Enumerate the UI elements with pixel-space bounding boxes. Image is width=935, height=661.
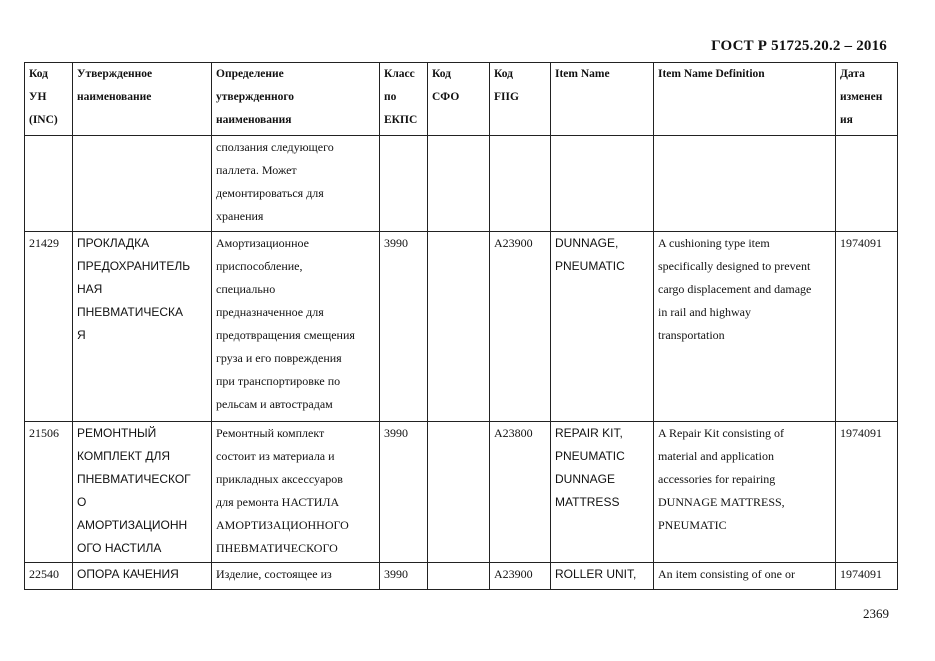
- table-row: [25, 232, 898, 422]
- cell-class: 3990: [380, 422, 428, 563]
- cell-inc: 21506: [25, 422, 73, 563]
- cell-item-name: ROLLER UNIT,: [551, 563, 654, 590]
- standard-header: ГОСТ Р 51725.20.2 – 2016: [711, 38, 887, 54]
- cell-item-name: DUNNAGE, PNEUMATIC: [551, 232, 654, 422]
- cell-fiig: A23900: [490, 563, 551, 590]
- cell-sfo: [428, 563, 490, 590]
- cell-item-definition: An item consisting of one or: [654, 563, 836, 590]
- cell-definition: Амортизационное приспособление, специально предназначенное для предотвращения смещения груза и его повреждения при транспортировке по рельсам и автострадам: [212, 232, 380, 422]
- col-header-class: Класс по ЕКПС: [380, 63, 428, 136]
- cell-approved-name: ОПОРА КАЧЕНИЯ: [73, 563, 212, 590]
- cell-item-definition: [654, 136, 836, 232]
- cell-approved-name: РЕМОНТНЫЙ КОМПЛЕКТ ДЛЯ ПНЕВМАТИЧЕСКОГ О АМОРТИЗАЦИОНН ОГО НАСТИЛА: [73, 422, 212, 563]
- cell-fiig: [490, 136, 551, 232]
- cell-date: 1974091: [836, 563, 898, 590]
- cell-fiig: A23900: [490, 232, 551, 422]
- cell-item-name: REPAIR KIT, PNEUMATIC DUNNAGE MATTRESS: [551, 422, 654, 563]
- cell-definition: сползания следующего паллета. Может демонтироваться для хранения: [212, 136, 380, 232]
- cell-item-name: [551, 136, 654, 232]
- table-row: [25, 563, 898, 590]
- col-header-definition: Определение утвержденного наименования: [212, 63, 380, 136]
- cell-date: [836, 136, 898, 232]
- col-header-sfo: Код СФО: [428, 63, 490, 136]
- col-header-item-definition: Item Name Definition: [654, 63, 836, 136]
- cell-inc: [25, 136, 73, 232]
- page-number: 2369: [863, 606, 889, 621]
- col-header-item-name: Item Name: [551, 63, 654, 136]
- cell-item-definition: A Repair Kit consisting of material and application accessories for repairing DUNNAGE MATTRESS, PNEUMATIC: [654, 422, 836, 563]
- cell-definition: Ремонтный комплект состоит из материала и прикладных аксессуаров для ремонта НАСТИЛА АМОРТИЗАЦИОННОГО ПНЕВМАТИЧЕСКОГО: [212, 422, 380, 563]
- col-header-approved-name: Утвержденное наименование: [73, 63, 212, 136]
- cell-sfo: [428, 422, 490, 563]
- cell-approved-name: ПРОКЛАДКА ПРЕДОХРАНИТЕЛЬ НАЯ ПНЕВМАТИЧЕСКА Я: [73, 232, 212, 422]
- col-header-inc: Код УН (INC): [25, 63, 73, 136]
- cell-approved-name: [73, 136, 212, 232]
- cell-date: 1974091: [836, 422, 898, 563]
- cell-fiig: A23800: [490, 422, 551, 563]
- col-header-date: Дата изменен ия: [836, 63, 898, 136]
- cell-sfo: [428, 232, 490, 422]
- cell-date: 1974091: [836, 232, 898, 422]
- cell-definition: Изделие, состоящее из: [212, 563, 380, 590]
- cell-sfo: [428, 136, 490, 232]
- cell-class: 3990: [380, 232, 428, 422]
- table-row: [25, 136, 898, 232]
- cell-class: 3990: [380, 563, 428, 590]
- col-header-fiig: Код FIIG: [490, 63, 551, 136]
- cell-item-definition: A cushioning type item specifically designed to prevent cargo displacement and damage in rail and highway transportation: [654, 232, 836, 422]
- cell-class: [380, 136, 428, 232]
- cell-inc: 21429: [25, 232, 73, 422]
- table-row: [25, 422, 898, 563]
- cell-inc: 22540: [25, 563, 73, 590]
- table-header-row: [25, 63, 898, 136]
- registry-table: [24, 62, 898, 590]
